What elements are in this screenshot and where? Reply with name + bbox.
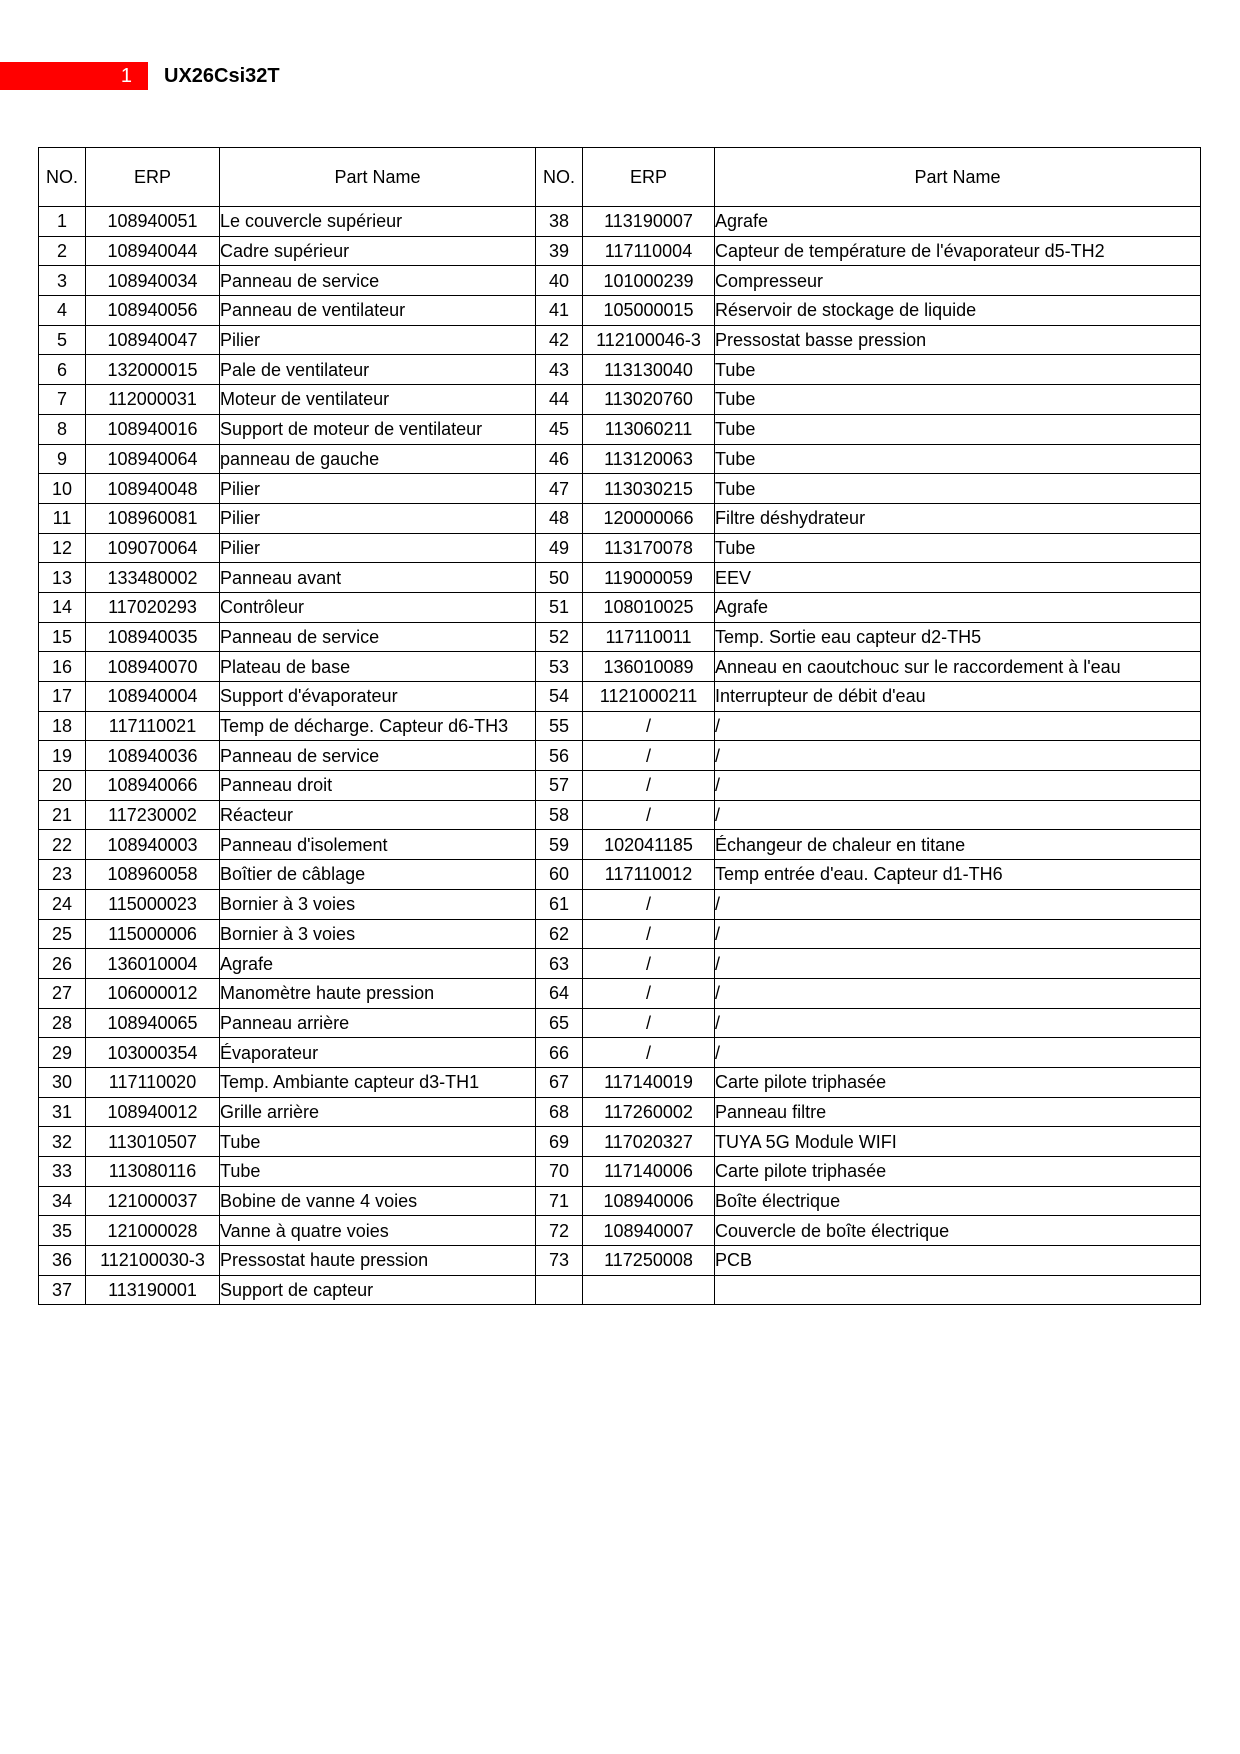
part-name-left: Panneau de service (220, 266, 536, 296)
column-header-no-right: NO. (536, 148, 583, 207)
erp-code-left: 117230002 (86, 800, 220, 830)
table-row (39, 741, 1201, 771)
part-number-right: 52 (536, 622, 583, 652)
part-number-left: 17 (39, 682, 86, 712)
part-name-left: Tube (220, 1157, 536, 1187)
table-row (39, 325, 1201, 355)
erp-code-right: / (583, 1008, 715, 1038)
part-name-right: TUYA 5G Module WIFI (715, 1127, 1201, 1157)
part-name-right: / (715, 711, 1201, 741)
erp-code-left: 113190001 (86, 1275, 220, 1305)
part-name-left: Évaporateur (220, 1038, 536, 1068)
part-number-left: 20 (39, 771, 86, 801)
erp-code-left: 117110021 (86, 711, 220, 741)
table-row (39, 355, 1201, 385)
part-number-left: 25 (39, 919, 86, 949)
table-header-row (39, 148, 1201, 207)
erp-code-right: 119000059 (583, 563, 715, 593)
part-name-left: Boîtier de câblage (220, 860, 536, 890)
erp-code-left: 117020293 (86, 592, 220, 622)
part-number-left: 15 (39, 622, 86, 652)
erp-code-left: 117110020 (86, 1067, 220, 1097)
part-name-left: Temp de décharge. Capteur d6-TH3 (220, 711, 536, 741)
table-row (39, 1038, 1201, 1068)
column-header-no-left: NO. (39, 148, 86, 207)
table-row (39, 533, 1201, 563)
part-number-right: 64 (536, 978, 583, 1008)
part-number-right: 73 (536, 1246, 583, 1276)
part-name-left: Grille arrière (220, 1097, 536, 1127)
erp-code-left: 133480002 (86, 563, 220, 593)
part-number-left: 21 (39, 800, 86, 830)
part-name-right: / (715, 978, 1201, 1008)
erp-code-left: 108940047 (86, 325, 220, 355)
erp-code-right: 113190007 (583, 207, 715, 237)
part-number-right: 53 (536, 652, 583, 682)
table-row (39, 1186, 1201, 1216)
erp-code-right: / (583, 800, 715, 830)
part-name-right: Capteur de température de l'évaporateur d5-TH2 (715, 236, 1201, 266)
erp-code-left: 108940044 (86, 236, 220, 266)
part-name-left: Contrôleur (220, 592, 536, 622)
part-number-right: 72 (536, 1216, 583, 1246)
part-name-right: / (715, 800, 1201, 830)
erp-code-right: 117110004 (583, 236, 715, 266)
part-name-right: Tube (715, 385, 1201, 415)
part-name-right: Agrafe (715, 207, 1201, 237)
part-name-right: Couvercle de boîte électrique (715, 1216, 1201, 1246)
erp-code-right: / (583, 711, 715, 741)
erp-code-left: 115000023 (86, 889, 220, 919)
part-name-right: Réservoir de stockage de liquide (715, 296, 1201, 326)
part-name-left: Pilier (220, 325, 536, 355)
part-number-right: 60 (536, 860, 583, 890)
erp-code-right: / (583, 771, 715, 801)
table-row (39, 296, 1201, 326)
table-row (39, 711, 1201, 741)
erp-code-left: 108940056 (86, 296, 220, 326)
part-number-right: 58 (536, 800, 583, 830)
erp-code-right: / (583, 919, 715, 949)
part-name-left: Panneau de ventilateur (220, 296, 536, 326)
part-name-right: Tube (715, 533, 1201, 563)
part-number-left: 36 (39, 1246, 86, 1276)
part-name-left: Manomètre haute pression (220, 978, 536, 1008)
part-name-right: / (715, 1008, 1201, 1038)
part-name-left: Panneau de service (220, 741, 536, 771)
erp-code-left: 108940035 (86, 622, 220, 652)
part-number-right: 50 (536, 563, 583, 593)
part-name-right: Interrupteur de débit d'eau (715, 682, 1201, 712)
part-number-left: 19 (39, 741, 86, 771)
part-number-right: 62 (536, 919, 583, 949)
part-name-left: Pale de ventilateur (220, 355, 536, 385)
erp-code-right: 113170078 (583, 533, 715, 563)
part-number-left: 3 (39, 266, 86, 296)
column-header-part-name-left: Part Name (220, 148, 536, 207)
part-number-right: 45 (536, 414, 583, 444)
part-number-right: 66 (536, 1038, 583, 1068)
part-name-right: Tube (715, 474, 1201, 504)
table-row (39, 830, 1201, 860)
table-row (39, 978, 1201, 1008)
part-number-right: 56 (536, 741, 583, 771)
part-name-left: Moteur de ventilateur (220, 385, 536, 415)
part-name-right: Compresseur (715, 266, 1201, 296)
part-number-right: 54 (536, 682, 583, 712)
part-number-right: 40 (536, 266, 583, 296)
erp-code-right: 113130040 (583, 355, 715, 385)
part-name-left: Panneau droit (220, 771, 536, 801)
part-name-right (715, 1275, 1201, 1305)
erp-code-left: 108940064 (86, 444, 220, 474)
table-row (39, 1157, 1201, 1187)
erp-code-left: 112100030-3 (86, 1246, 220, 1276)
erp-code-right: / (583, 949, 715, 979)
part-number-left: 29 (39, 1038, 86, 1068)
part-name-right: / (715, 919, 1201, 949)
table-row (39, 1067, 1201, 1097)
part-number-left: 30 (39, 1067, 86, 1097)
erp-code-left: 136010004 (86, 949, 220, 979)
erp-code-right: 113120063 (583, 444, 715, 474)
column-header-erp-right: ERP (583, 148, 715, 207)
erp-code-left: 121000028 (86, 1216, 220, 1246)
part-number-right: 57 (536, 771, 583, 801)
erp-code-right: 1121000211 (583, 682, 715, 712)
erp-code-right: 120000066 (583, 503, 715, 533)
part-number-left: 27 (39, 978, 86, 1008)
part-name-right: Agrafe (715, 592, 1201, 622)
part-name-right: Échangeur de chaleur en titane (715, 830, 1201, 860)
table-row (39, 1008, 1201, 1038)
part-name-right: Temp entrée d'eau. Capteur d1-TH6 (715, 860, 1201, 890)
erp-code-left: 108940012 (86, 1097, 220, 1127)
part-number-left: 9 (39, 444, 86, 474)
part-number-left: 12 (39, 533, 86, 563)
parts-table-body (39, 207, 1201, 1305)
table-row (39, 771, 1201, 801)
erp-code-right: 117260002 (583, 1097, 715, 1127)
erp-code-right: 117110011 (583, 622, 715, 652)
erp-code-left: 108940070 (86, 652, 220, 682)
table-row (39, 889, 1201, 919)
part-number-left: 22 (39, 830, 86, 860)
parts-table (38, 147, 1201, 1305)
part-number-right: 51 (536, 592, 583, 622)
table-row (39, 949, 1201, 979)
part-number-left: 24 (39, 889, 86, 919)
part-number-right: 42 (536, 325, 583, 355)
part-name-left: Panneau arrière (220, 1008, 536, 1038)
part-number-right: 48 (536, 503, 583, 533)
part-name-right: / (715, 889, 1201, 919)
table-row (39, 414, 1201, 444)
erp-code-left: 108940036 (86, 741, 220, 771)
table-row (39, 207, 1201, 237)
part-name-left: Bornier à 3 voies (220, 919, 536, 949)
part-number-left: 2 (39, 236, 86, 266)
part-number-right: 41 (536, 296, 583, 326)
part-number-left: 31 (39, 1097, 86, 1127)
part-number-left: 14 (39, 592, 86, 622)
erp-code-right: 136010089 (583, 652, 715, 682)
erp-code-right: 102041185 (583, 830, 715, 860)
erp-code-left: 109070064 (86, 533, 220, 563)
part-name-left: Agrafe (220, 949, 536, 979)
part-name-right: / (715, 771, 1201, 801)
table-row (39, 1127, 1201, 1157)
column-header-erp-left: ERP (86, 148, 220, 207)
part-number-left: 10 (39, 474, 86, 504)
erp-code-right: 105000015 (583, 296, 715, 326)
part-number-right: 49 (536, 533, 583, 563)
part-number-left: 8 (39, 414, 86, 444)
part-number-left: 32 (39, 1127, 86, 1157)
erp-code-right: / (583, 1038, 715, 1068)
erp-code-left: 103000354 (86, 1038, 220, 1068)
part-number-right: 69 (536, 1127, 583, 1157)
part-name-left: Pressostat haute pression (220, 1246, 536, 1276)
table-row (39, 503, 1201, 533)
part-number-right: 63 (536, 949, 583, 979)
part-number-left: 28 (39, 1008, 86, 1038)
erp-code-right (583, 1275, 715, 1305)
model-title: UX26Csi32T (164, 65, 280, 87)
part-name-right: Boîte électrique (715, 1186, 1201, 1216)
part-name-right: EEV (715, 563, 1201, 593)
part-name-right: Temp. Sortie eau capteur d2-TH5 (715, 622, 1201, 652)
table-row (39, 652, 1201, 682)
table-row (39, 266, 1201, 296)
erp-code-right: 117140019 (583, 1067, 715, 1097)
table-row (39, 622, 1201, 652)
part-name-right: PCB (715, 1246, 1201, 1276)
part-name-left: Cadre supérieur (220, 236, 536, 266)
erp-code-left: 108960081 (86, 503, 220, 533)
part-number-right: 71 (536, 1186, 583, 1216)
table-row (39, 1275, 1201, 1305)
part-name-left: panneau de gauche (220, 444, 536, 474)
erp-code-left: 108960058 (86, 860, 220, 890)
part-number-left: 6 (39, 355, 86, 385)
part-number-left: 16 (39, 652, 86, 682)
part-name-left: Bornier à 3 voies (220, 889, 536, 919)
part-number-right: 65 (536, 1008, 583, 1038)
part-name-right: Panneau filtre (715, 1097, 1201, 1127)
part-name-left: Réacteur (220, 800, 536, 830)
part-name-left: Le couvercle supérieur (220, 207, 536, 237)
erp-code-right: 117110012 (583, 860, 715, 890)
erp-code-right: / (583, 978, 715, 1008)
part-name-left: Support de capteur (220, 1275, 536, 1305)
erp-code-left: 108940003 (86, 830, 220, 860)
part-number-right: 70 (536, 1157, 583, 1187)
erp-code-left: 108940048 (86, 474, 220, 504)
table-row (39, 800, 1201, 830)
erp-code-left: 108940051 (86, 207, 220, 237)
part-name-left: Support d'évaporateur (220, 682, 536, 712)
part-name-right: / (715, 1038, 1201, 1068)
table-row (39, 444, 1201, 474)
table-row (39, 592, 1201, 622)
erp-code-left: 108940004 (86, 682, 220, 712)
erp-code-right: 113030215 (583, 474, 715, 504)
table-row (39, 919, 1201, 949)
erp-code-left: 121000037 (86, 1186, 220, 1216)
part-number-right: 43 (536, 355, 583, 385)
table-row (39, 860, 1201, 890)
table-row (39, 236, 1201, 266)
part-number-right: 44 (536, 385, 583, 415)
part-name-right: Tube (715, 414, 1201, 444)
erp-code-left: 115000006 (86, 919, 220, 949)
part-number-left: 34 (39, 1186, 86, 1216)
part-name-left: Pilier (220, 474, 536, 504)
table-row (39, 385, 1201, 415)
erp-code-left: 106000012 (86, 978, 220, 1008)
part-number-left: 33 (39, 1157, 86, 1187)
part-number-left: 5 (39, 325, 86, 355)
part-name-left: Panneau de service (220, 622, 536, 652)
part-number-left: 11 (39, 503, 86, 533)
erp-code-right: 113060211 (583, 414, 715, 444)
part-name-right: Pressostat basse pression (715, 325, 1201, 355)
part-name-left: Pilier (220, 533, 536, 563)
part-number-right: 47 (536, 474, 583, 504)
part-name-left: Plateau de base (220, 652, 536, 682)
part-name-left: Panneau avant (220, 563, 536, 593)
part-number-right: 61 (536, 889, 583, 919)
erp-code-right: 108940007 (583, 1216, 715, 1246)
part-number-right: 38 (536, 207, 583, 237)
part-number-right: 59 (536, 830, 583, 860)
part-number-right: 68 (536, 1097, 583, 1127)
part-name-left: Tube (220, 1127, 536, 1157)
part-number-left: 1 (39, 207, 86, 237)
table-row (39, 1216, 1201, 1246)
part-name-left: Vanne à quatre voies (220, 1216, 536, 1246)
part-name-left: Support de moteur de ventilateur (220, 414, 536, 444)
part-name-right: Anneau en caoutchouc sur le raccordement à l'eau (715, 652, 1201, 682)
part-name-right: / (715, 741, 1201, 771)
erp-code-right: 108010025 (583, 592, 715, 622)
part-name-right: / (715, 949, 1201, 979)
column-header-part-name-right: Part Name (715, 148, 1201, 207)
table-row (39, 682, 1201, 712)
erp-code-right: / (583, 889, 715, 919)
part-name-left: Temp. Ambiante capteur d3-TH1 (220, 1067, 536, 1097)
part-number-left: 13 (39, 563, 86, 593)
part-number-left: 23 (39, 860, 86, 890)
part-number-left: 7 (39, 385, 86, 415)
part-number-right (536, 1275, 583, 1305)
part-name-right: Carte pilote triphasée (715, 1067, 1201, 1097)
erp-code-left: 132000015 (86, 355, 220, 385)
erp-code-left: 112000031 (86, 385, 220, 415)
erp-code-left: 108940066 (86, 771, 220, 801)
erp-code-right: 113020760 (583, 385, 715, 415)
part-number-left: 37 (39, 1275, 86, 1305)
part-name-right: Tube (715, 444, 1201, 474)
erp-code-right: / (583, 741, 715, 771)
part-number-right: 67 (536, 1067, 583, 1097)
part-name-right: Carte pilote triphasée (715, 1157, 1201, 1187)
erp-code-left: 108940065 (86, 1008, 220, 1038)
part-number-left: 26 (39, 949, 86, 979)
erp-code-right: 112100046-3 (583, 325, 715, 355)
part-number-left: 35 (39, 1216, 86, 1246)
part-number-left: 18 (39, 711, 86, 741)
part-name-left: Panneau d'isolement (220, 830, 536, 860)
part-number-right: 55 (536, 711, 583, 741)
erp-code-left: 113010507 (86, 1127, 220, 1157)
erp-code-right: 108940006 (583, 1186, 715, 1216)
table-row (39, 474, 1201, 504)
page-header (0, 62, 400, 90)
part-name-left: Bobine de vanne 4 voies (220, 1186, 536, 1216)
table-row (39, 563, 1201, 593)
erp-code-left: 108940034 (86, 266, 220, 296)
table-row (39, 1246, 1201, 1276)
erp-code-right: 101000239 (583, 266, 715, 296)
erp-code-right: 117020327 (583, 1127, 715, 1157)
part-name-right: Filtre déshydrateur (715, 503, 1201, 533)
part-number-right: 46 (536, 444, 583, 474)
erp-code-right: 117250008 (583, 1246, 715, 1276)
part-name-right: Tube (715, 355, 1201, 385)
erp-code-left: 113080116 (86, 1157, 220, 1187)
page-number-badge: 1 (0, 62, 148, 90)
erp-code-left: 108940016 (86, 414, 220, 444)
part-number-right: 39 (536, 236, 583, 266)
part-name-left: Pilier (220, 503, 536, 533)
part-number-left: 4 (39, 296, 86, 326)
table-row (39, 1097, 1201, 1127)
erp-code-right: 117140006 (583, 1157, 715, 1187)
